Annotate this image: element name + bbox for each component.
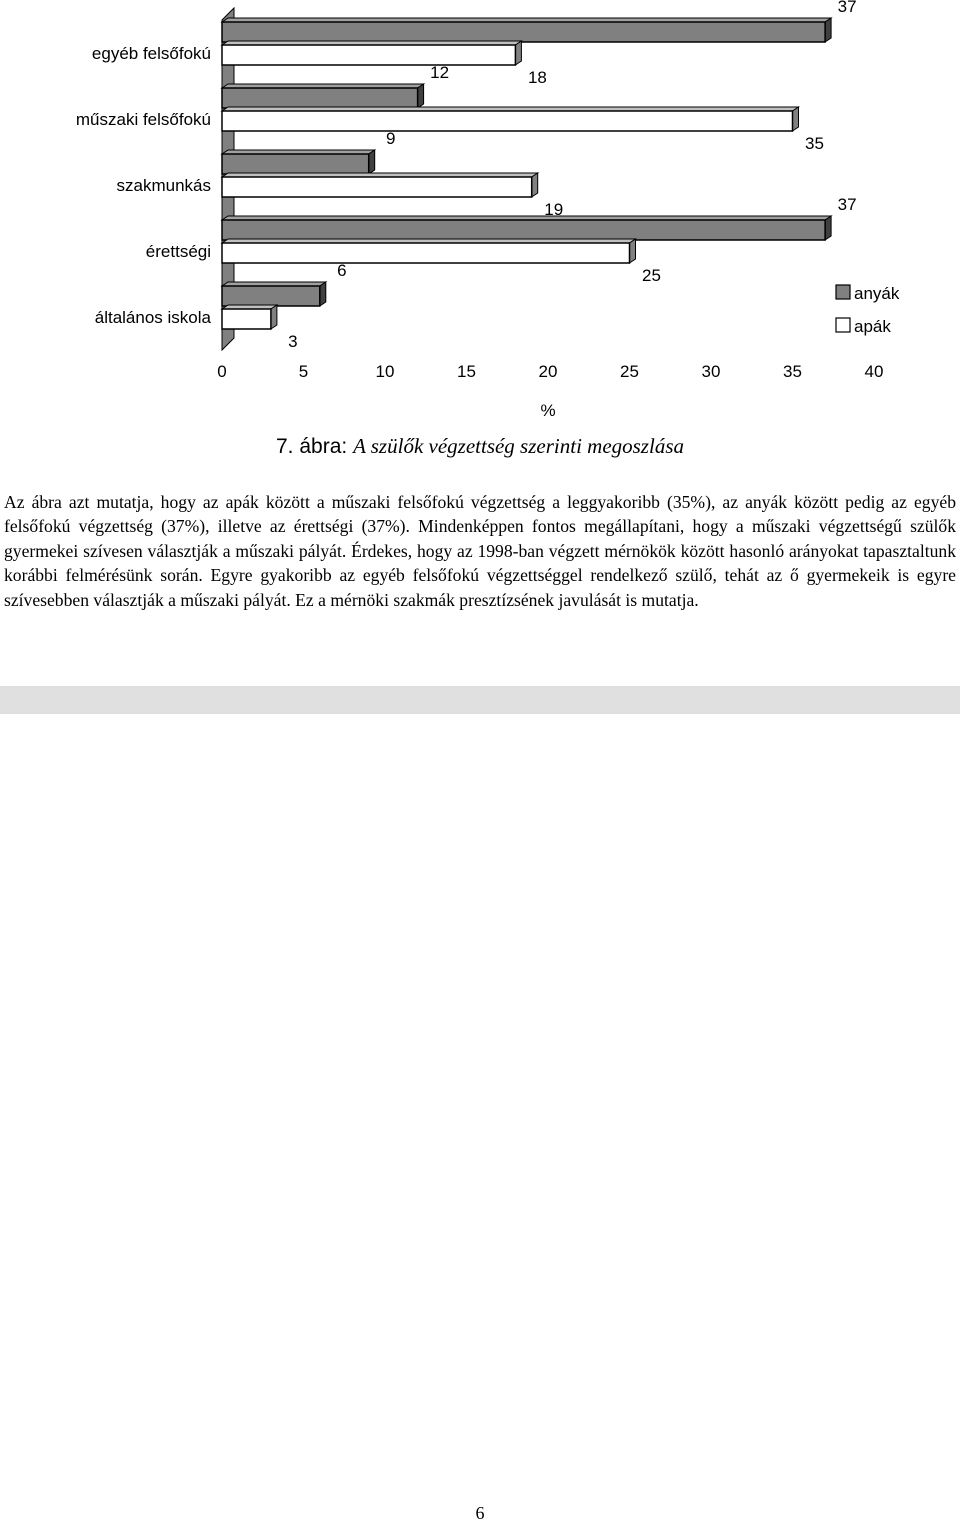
bar-anyak — [222, 22, 825, 42]
page-number: 6 — [475, 1503, 485, 1523]
x-tick-label: 40 — [864, 362, 884, 381]
category-label: műszaki felsőfokú — [75, 110, 211, 129]
category-label: érettségi — [145, 242, 211, 261]
legend-label: anyák — [854, 284, 900, 303]
bar-side-face — [271, 305, 277, 329]
data-label: 37 — [837, 0, 857, 16]
bar-apak — [222, 111, 793, 131]
section-divider — [0, 686, 960, 714]
bar-side-face — [418, 84, 424, 108]
data-label: 6 — [337, 261, 347, 280]
x-tick-label: 20 — [538, 362, 558, 381]
x-tick-label: 15 — [457, 362, 476, 381]
bar-anyak — [222, 154, 369, 174]
category-label: általános iskola — [94, 308, 211, 327]
caption-number: 7. ábra: — [276, 435, 348, 458]
data-label: 19 — [544, 200, 564, 219]
chart-legend — [836, 284, 900, 336]
bar-side-face — [793, 107, 799, 131]
bar-side-face — [630, 239, 636, 263]
figure-caption — [0, 434, 960, 459]
data-label: 9 — [385, 129, 396, 148]
bar-side-face — [532, 173, 538, 197]
legend-label: apák — [854, 317, 891, 336]
bar-side-face — [369, 150, 375, 174]
bar-side-face — [515, 41, 521, 65]
legend-swatch — [836, 318, 850, 332]
x-tick-label: 30 — [701, 362, 721, 381]
bar-anyak — [222, 286, 320, 306]
bar-apak — [222, 309, 271, 329]
category-label: egyéb felsőfokú — [91, 44, 211, 63]
bar-side-face — [825, 216, 831, 240]
bar-chart — [0, 0, 960, 430]
x-tick-label: 35 — [783, 362, 802, 381]
x-tick-label: 0 — [217, 362, 227, 381]
x-tick-label: 25 — [620, 362, 639, 381]
bar-apak — [222, 45, 515, 65]
bar-apak — [222, 177, 532, 197]
data-label: 37 — [837, 195, 857, 214]
bar-anyak — [222, 88, 418, 108]
chart-bars — [222, 18, 831, 329]
bar-side-face — [825, 18, 831, 42]
data-label: 35 — [805, 134, 824, 153]
data-label: 18 — [527, 68, 547, 87]
bar-anyak — [222, 220, 825, 240]
bar-apak — [222, 243, 630, 263]
category-label: szakmunkás — [116, 176, 211, 195]
data-label: 3 — [288, 332, 298, 351]
bar-side-face — [320, 282, 326, 306]
legend-swatch — [836, 285, 850, 299]
body-paragraph: Az ábra azt mutatja, hogy az apák között a műszaki felsőfokú végzettség a leggyakoribb (35%), az anyák között pedig az egyéb felsőfokú végzettség (37%), illetve az érettségi (37%). Mindenképpen fontos megállapítani, hogy a műszaki végzettségű szülők gyermekei szívesen választják a műszaki pályát. Érdekes, hogy az 1998-ban végzett mérnökök között hasonló arányokat tapasztaltunk korábbi felmérésünk során. Egyre gyakoribb az egyéb felsőfokú végzettséggel rendelkező szülő, tehát az ő gyermekeik is egyre szívesebben választják a műszaki pályát. Ez a mérnöki szakmák presztízsének javulását is mutatja. — [4, 492, 956, 610]
x-tick-label: 5 — [298, 362, 309, 381]
x-axis-label: % — [540, 401, 556, 420]
data-label: 12 — [430, 63, 450, 82]
data-label: 25 — [642, 266, 661, 285]
caption-text: A szülők végzettség szerinti megoszlása — [353, 434, 684, 458]
x-tick-label: 10 — [375, 362, 395, 381]
